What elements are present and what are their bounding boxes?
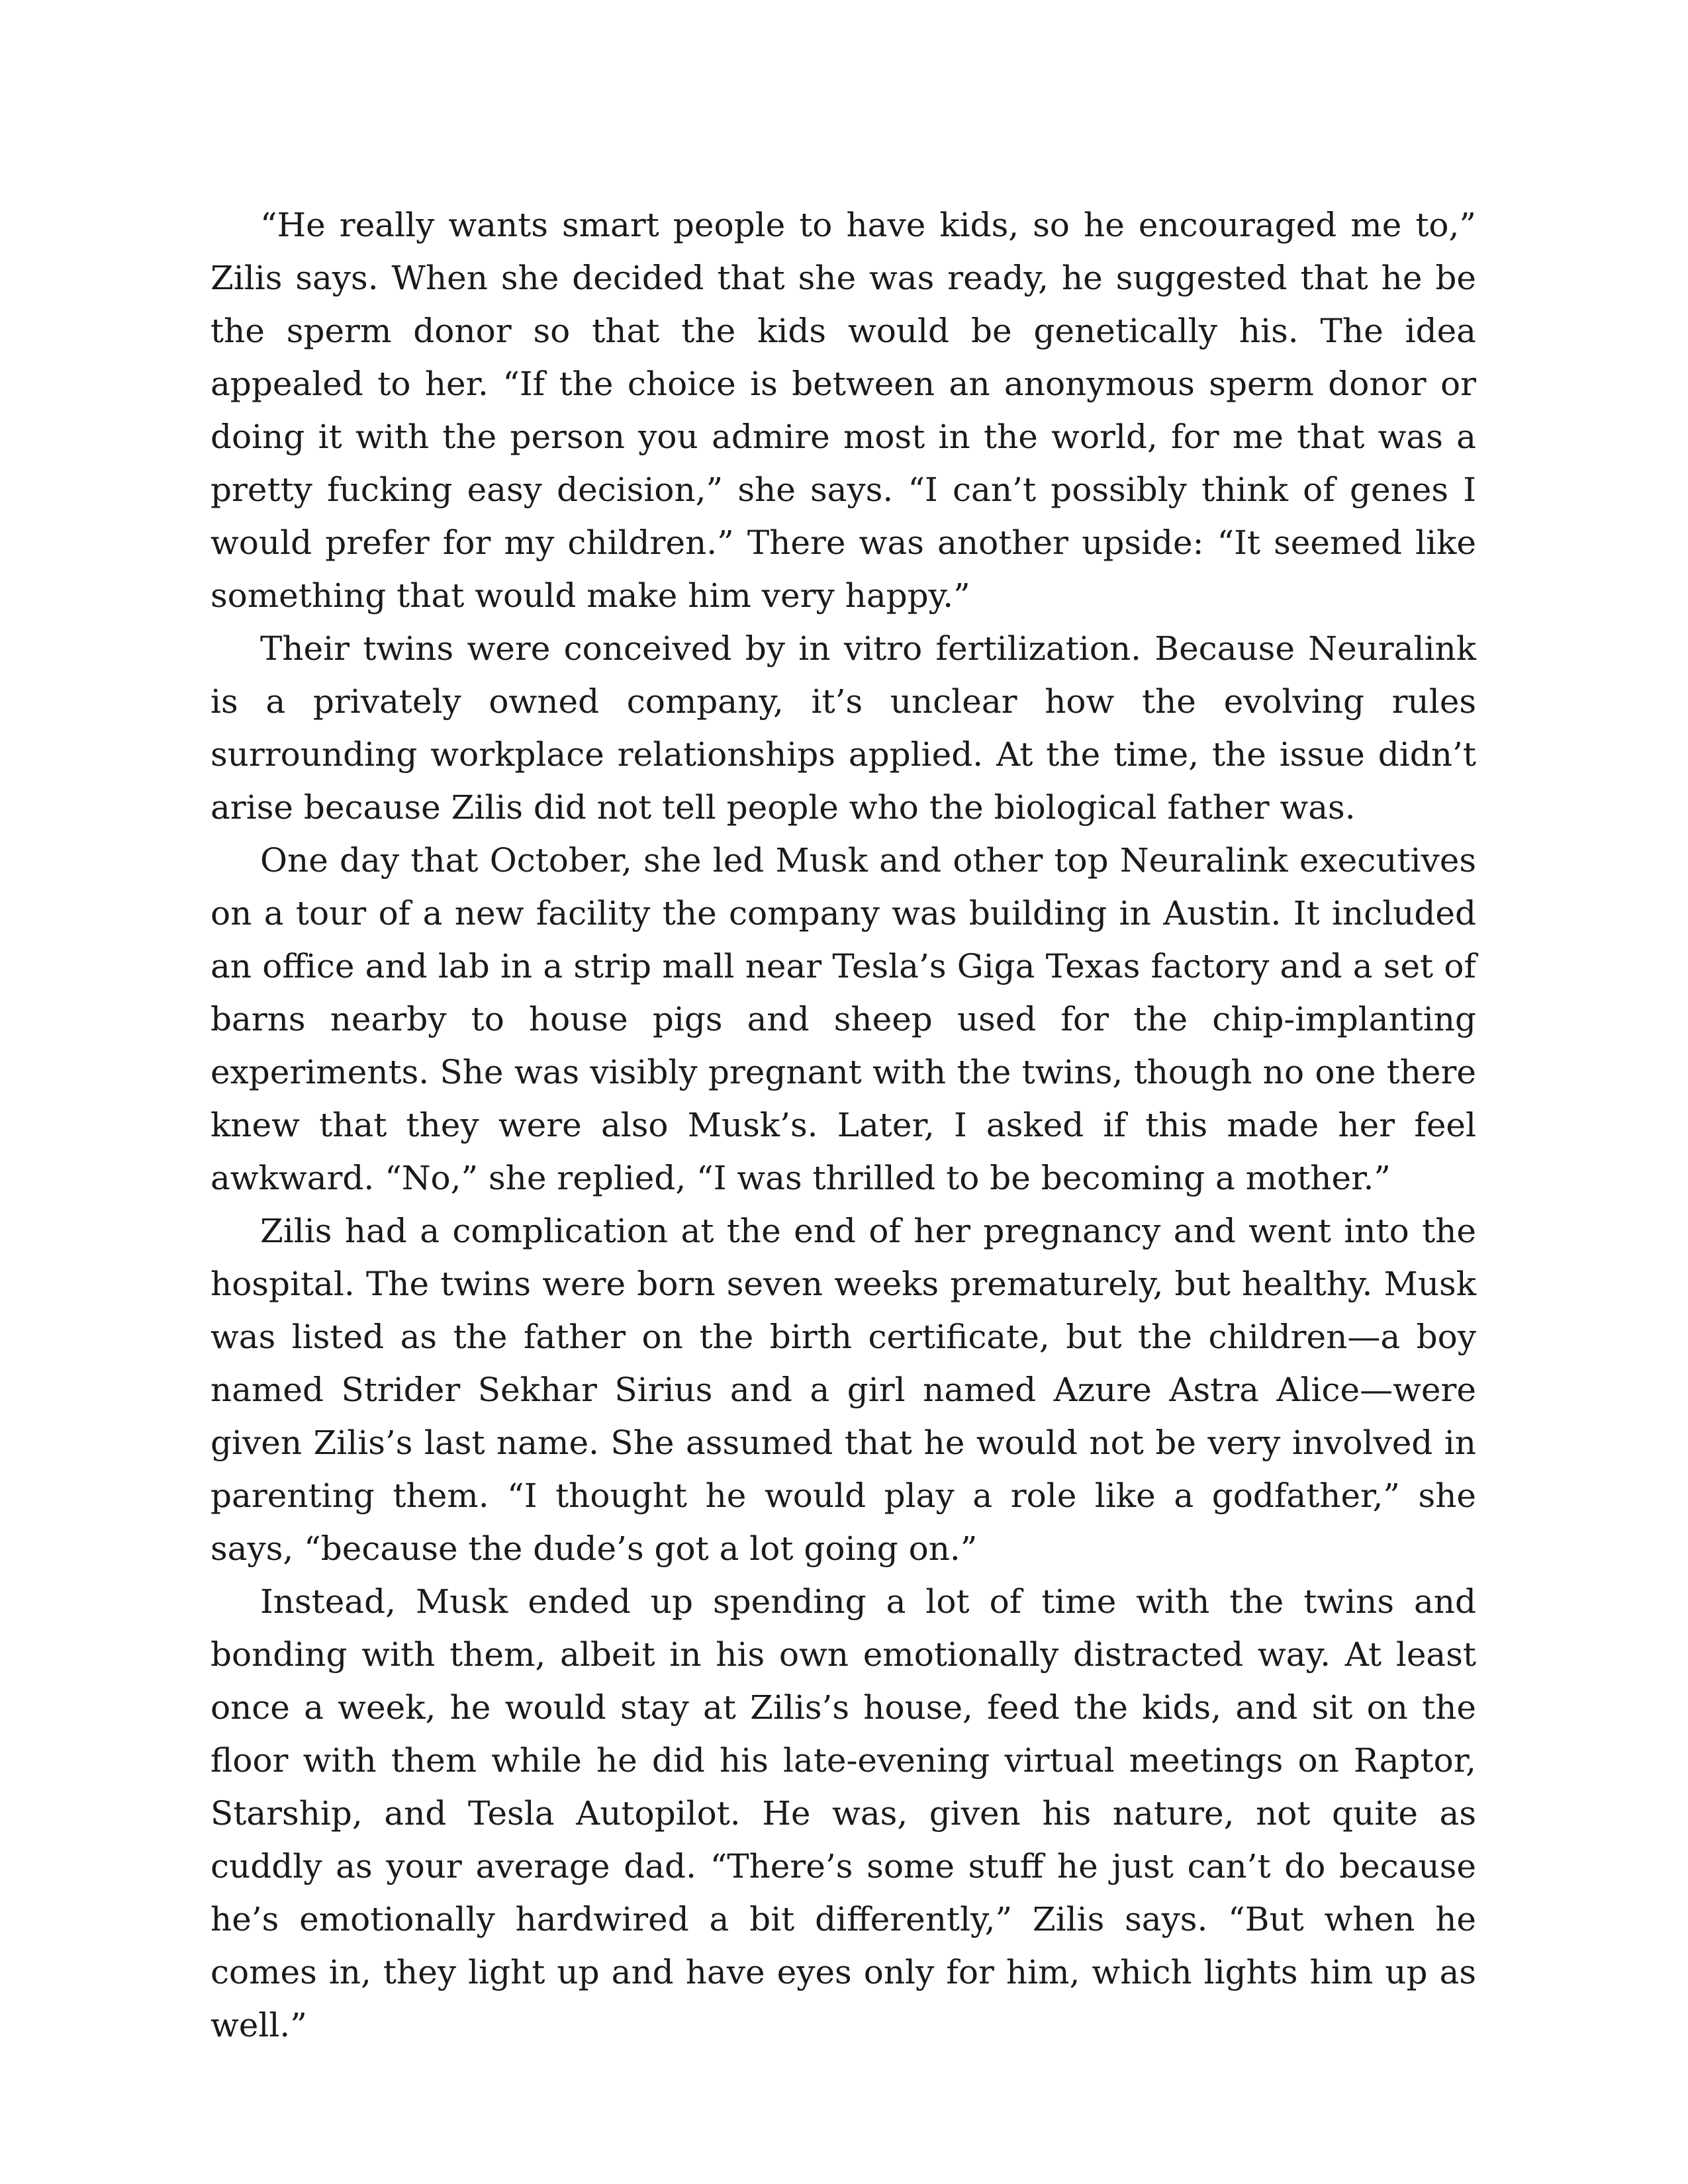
paragraph-2: Their twins were conceived by in vitro fertilization. Because Neuralink is a privately owned company, it’s unclear how the evolving rules surrounding workplace relationships applied. At the time, the issue didn’t arise because Zilis did not tell people who the biological father was. bbox=[211, 629, 1476, 827]
paragraph-1: “He really wants smart people to have kids, so he encouraged me to,” Zilis says. When she decided that she was ready, he suggested that he be the sperm donor so that the kids would be genetically his. The idea appealed to her. “If the choice is between an anonymous sperm donor or doing it with the person you admire most in the world, for me that was a pretty fucking easy decision,” she says. “I can’t possibly think of genes I would prefer for my children.” There was another upside: “It seemed like something that would make him very happy.” bbox=[211, 206, 1476, 615]
page-body bbox=[211, 199, 1476, 2052]
paragraph-5: Instead, Musk ended up spending a lot of time with the twins and bonding with them, albeit in his own emotionally distracted way. At least once a week, he would stay at Zilis’s house, feed the kids, and sit on the floor with them while he did his late-evening virtual meetings on Raptor, Starship, and Tesla Autopilot. He was, given his nature, not quite as cuddly as your average dad. “There’s some stuff he just can’t do because he’s emotionally hardwired a bit differently,” Zilis says. “But when he comes in, they light up and have eyes only for him, which lights him up as well.” bbox=[211, 1582, 1476, 2044]
paragraph-4: Zilis had a complication at the end of her pregnancy and went into the hospital. The twins were born seven weeks prematurely, but healthy. Musk was listed as the father on the birth certificate, but the children—a boy named Strider Sekhar Sirius and a girl named Azure Astra Alice—were given Zilis’s last name. She assumed that he would not be very involved in parenting them. “I thought he would play a role like a godfather,” she says, “because the dude’s got a lot going on.” bbox=[211, 1212, 1476, 1568]
paragraph-3: One day that October, she led Musk and other top Neuralink executives on a tour of a new facility the company was building in Austin. It included an office and lab in a strip mall near Tesla’s Giga Texas factory and a set of barns nearby to house pigs and sheep used for the chip-implanting experiments. She was visibly pregnant with the twins, though no one there knew that they were also Musk’s. Later, I asked if this made her feel awkward. “No,” she replied, “I was thrilled to be becoming a mother.” bbox=[211, 841, 1476, 1197]
